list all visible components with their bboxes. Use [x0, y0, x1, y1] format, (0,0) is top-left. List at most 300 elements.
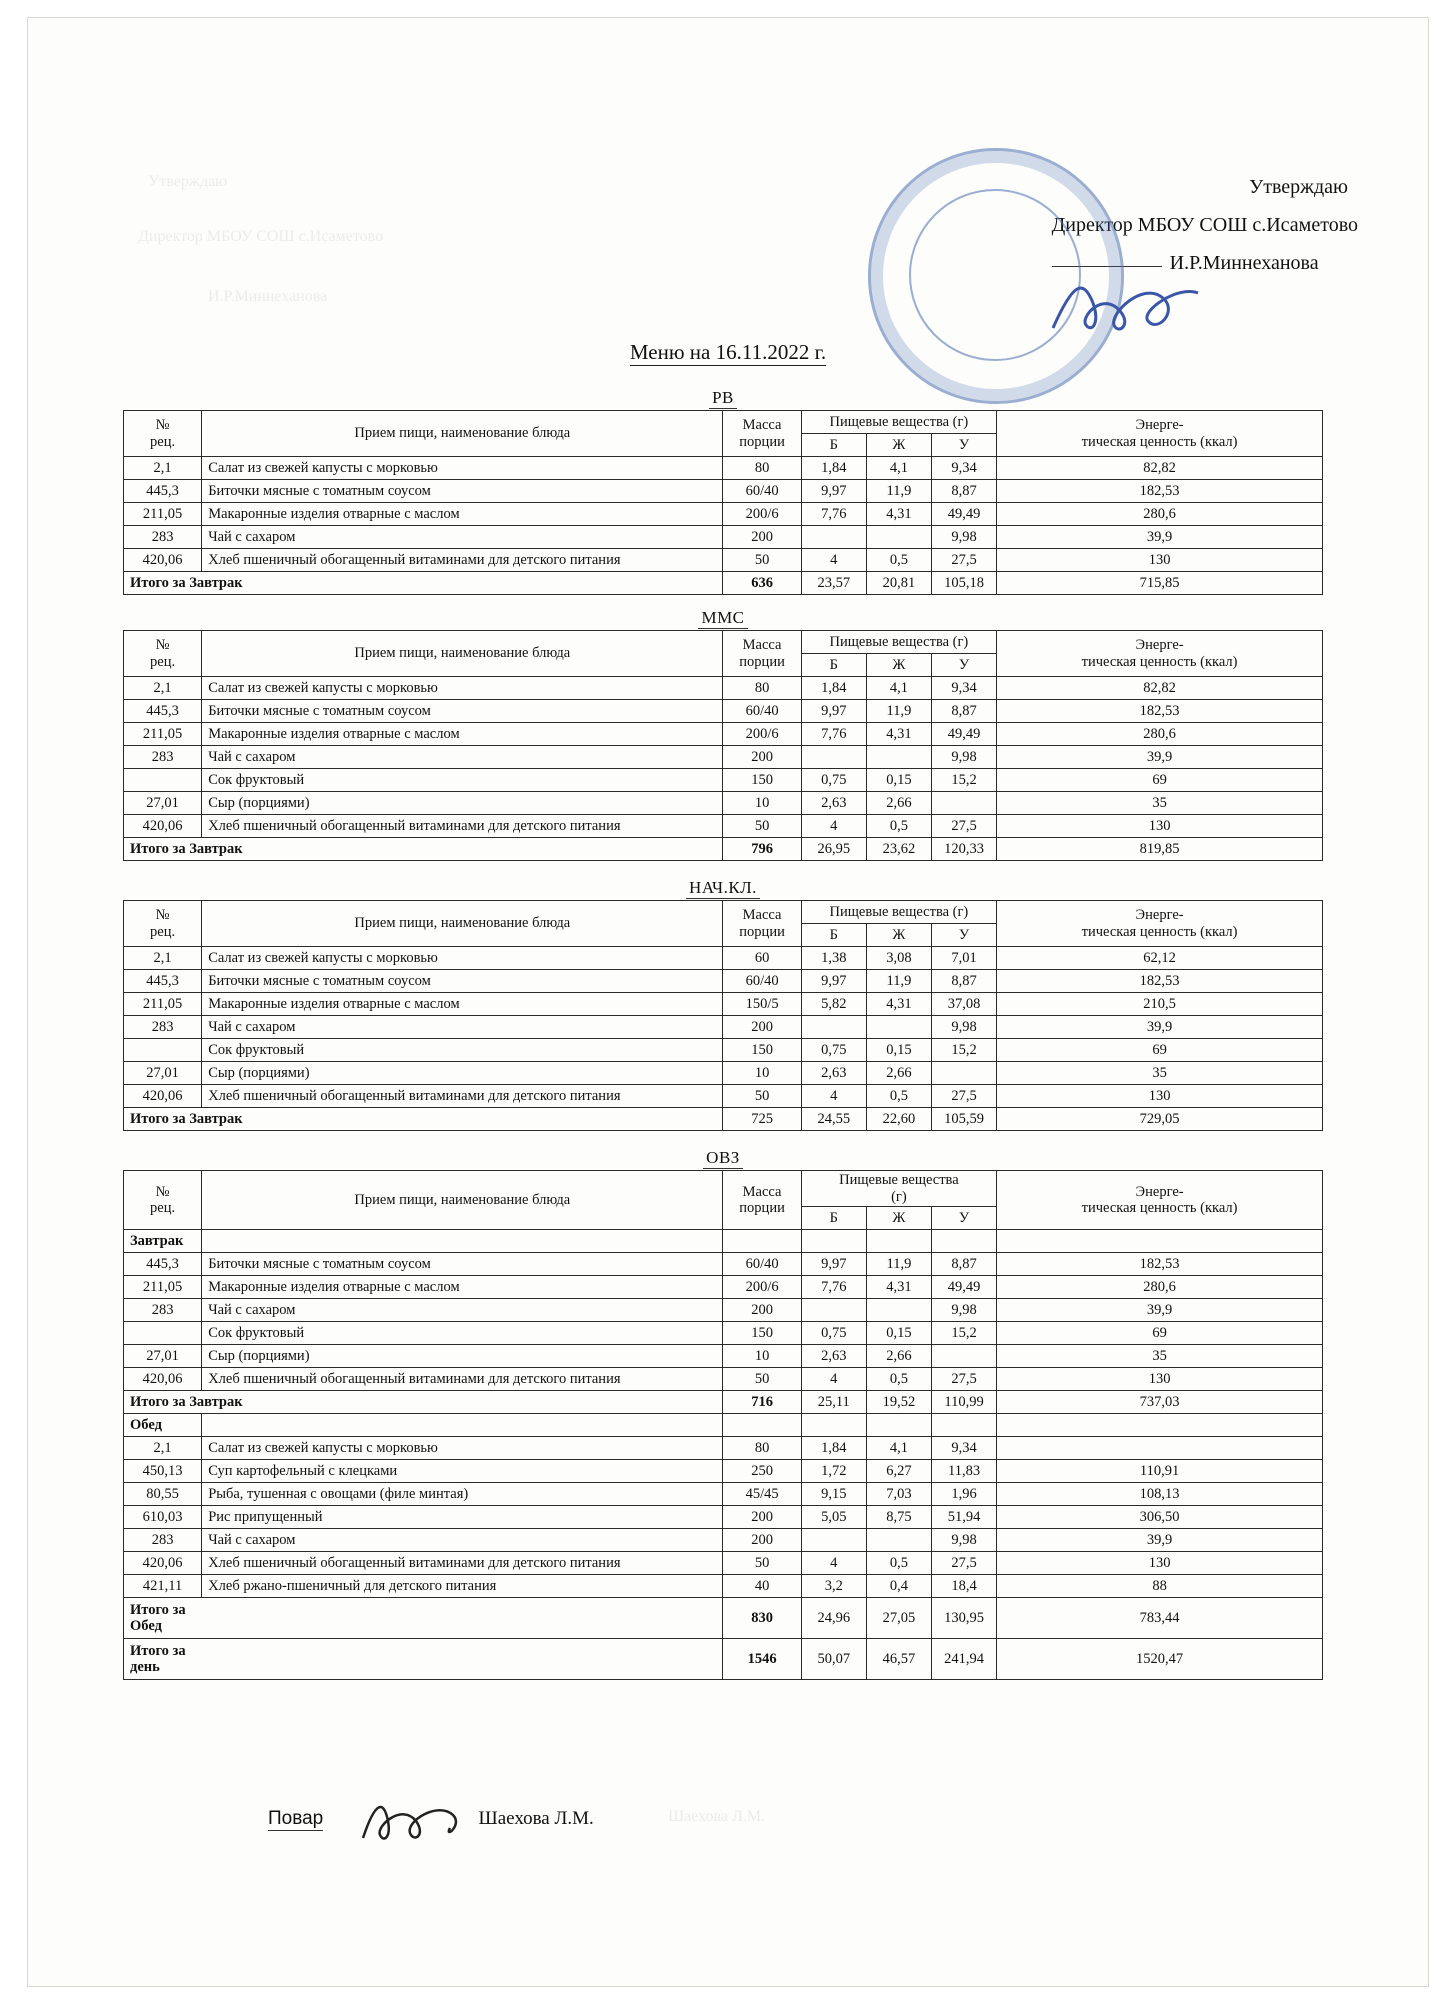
cell-zh: 6,27 — [866, 1460, 931, 1483]
cell-zh: 3,08 — [866, 947, 931, 970]
cell-b: 1,84 — [801, 457, 866, 480]
cell-name: Рыба, тушенная с овощами (филе минтая) — [202, 1483, 723, 1506]
cell-mass: 10 — [723, 1345, 801, 1368]
cell-mass: 200/6 — [723, 503, 801, 526]
cell-b — [801, 1016, 866, 1039]
cell-b: 2,63 — [801, 1062, 866, 1085]
th-u: У — [931, 434, 996, 457]
th-name: Прием пищи, наименование блюда — [202, 1171, 723, 1230]
cell-zh: 0,5 — [866, 1085, 931, 1108]
cell-rec — [124, 1322, 202, 1345]
cell-energy: 306,50 — [997, 1506, 1323, 1529]
cell-u: 8,87 — [931, 1253, 996, 1276]
cell-energy: 69 — [997, 769, 1323, 792]
cell-b: 3,2 — [801, 1575, 866, 1598]
cell-name: Рис припущенный — [202, 1506, 723, 1529]
cell-b: 0,75 — [801, 1322, 866, 1345]
table-row — [124, 480, 1323, 503]
table-row — [124, 1299, 1323, 1322]
scan-artifact: И.Р.Миннеханова — [208, 288, 328, 305]
table-row — [124, 1062, 1323, 1085]
scanned-sheet — [28, 18, 1428, 1986]
cook-handwritten-signature-icon — [358, 1793, 478, 1853]
th-energy: Энерге- тическая ценность (ккал) — [997, 901, 1323, 947]
table-total-row — [124, 838, 1323, 861]
table-row — [124, 746, 1323, 769]
cell-b: 1,38 — [801, 947, 866, 970]
cell-u: 27,5 — [931, 1552, 996, 1575]
table-day-total-row — [124, 1639, 1323, 1680]
cell-u: 105,59 — [931, 1108, 996, 1131]
cook-role-label: Повар — [268, 1808, 324, 1829]
cell-b: 23,57 — [801, 572, 866, 595]
cell-name: Макаронные изделия отварные с маслом — [202, 1276, 723, 1299]
cell-zh: 4,1 — [866, 457, 931, 480]
cell-mass: 796 — [723, 838, 801, 861]
cell-u: 7,01 — [931, 947, 996, 970]
cell-rec: 27,01 — [124, 792, 202, 815]
cell-energy: 39,9 — [997, 746, 1323, 769]
cell-name: Макаронные изделия отварные с маслом — [202, 993, 723, 1016]
th-name: Прием пищи, наименование блюда — [202, 631, 723, 677]
cell-name: Хлеб пшеничный обогащенный витаминами для детского питания — [202, 549, 723, 572]
cell-zh: 8,75 — [866, 1506, 931, 1529]
th-nutrients: Пищевые вещества (г) — [801, 901, 996, 924]
cell-rec — [124, 1039, 202, 1062]
cell-rec: 283 — [124, 526, 202, 549]
cell-zh: 4,31 — [866, 993, 931, 1016]
cell-mass: 200/6 — [723, 1276, 801, 1299]
cell-u: 8,87 — [931, 480, 996, 503]
cell-rec: 27,01 — [124, 1062, 202, 1085]
cell-energy — [997, 1437, 1323, 1460]
cell-mass: 150 — [723, 769, 801, 792]
cell-name: Хлеб пшеничный обогащенный витаминами для детского питания — [202, 1085, 723, 1108]
cell-u: 15,2 — [931, 1322, 996, 1345]
cell-name: Биточки мясные с томатным соусом — [202, 480, 723, 503]
cell-b: 24,55 — [801, 1108, 866, 1131]
table-header-row — [124, 631, 1323, 654]
cell-mass: 60 — [723, 947, 801, 970]
cell-u: 27,5 — [931, 1085, 996, 1108]
cell-blank — [723, 1230, 801, 1253]
cell-name: Чай с сахаром — [202, 1529, 723, 1552]
cell-blank — [866, 1230, 931, 1253]
table-row — [124, 549, 1323, 572]
table-row — [124, 1529, 1323, 1552]
cell-b: 26,95 — [801, 838, 866, 861]
cell-mass: 60/40 — [723, 970, 801, 993]
cell-rec: 420,06 — [124, 549, 202, 572]
cell-u: 1,96 — [931, 1483, 996, 1506]
table-ovz — [123, 1170, 1323, 1680]
cell-group-title: Завтрак — [124, 1230, 202, 1253]
cell-energy: 35 — [997, 1345, 1323, 1368]
cell-energy: 280,6 — [997, 503, 1323, 526]
cell-mass: 150/5 — [723, 993, 801, 1016]
cell-zh: 46,57 — [866, 1639, 931, 1680]
th-mass: Масса порции — [723, 631, 801, 677]
cell-zh: 2,66 — [866, 1062, 931, 1085]
cell-name: Салат из свежей капусты с морковью — [202, 457, 723, 480]
cell-name: Биточки мясные с томатным соусом — [202, 1253, 723, 1276]
section-label-rv: РВ — [123, 388, 1323, 408]
table-row — [124, 1276, 1323, 1299]
cell-b: 4 — [801, 1368, 866, 1391]
cell-zh: 4,31 — [866, 503, 931, 526]
th-energy: Энерге- тическая ценность (ккал) — [997, 1171, 1323, 1230]
cell-b: 7,76 — [801, 503, 866, 526]
th-mass: Масса порции — [723, 411, 801, 457]
cell-b: 5,05 — [801, 1506, 866, 1529]
cell-zh: 4,31 — [866, 1276, 931, 1299]
cell-name: Сок фруктовый — [202, 1322, 723, 1345]
cell-zh: 27,05 — [866, 1598, 931, 1639]
cell-name: Чай с сахаром — [202, 1299, 723, 1322]
cell-group-title: Обед — [124, 1414, 202, 1437]
cell-b: 2,63 — [801, 1345, 866, 1368]
cell-energy: 729,05 — [997, 1108, 1323, 1131]
cell-blank — [202, 1230, 723, 1253]
cell-energy: 737,03 — [997, 1391, 1323, 1414]
cell-mass: 40 — [723, 1575, 801, 1598]
meal-group-header — [124, 1230, 1323, 1253]
table-row — [124, 503, 1323, 526]
cell-energy: 108,13 — [997, 1483, 1323, 1506]
section-rv — [123, 388, 1323, 595]
cell-u — [931, 1062, 996, 1085]
cell-name: Сыр (порциями) — [202, 1345, 723, 1368]
table-total-row — [124, 1391, 1323, 1414]
table-row — [124, 1368, 1323, 1391]
cell-name: Чай с сахаром — [202, 1016, 723, 1039]
cell-energy: 715,85 — [997, 572, 1323, 595]
section-ovz — [123, 1148, 1323, 1680]
cell-rec: 610,03 — [124, 1506, 202, 1529]
cell-b: 9,15 — [801, 1483, 866, 1506]
cell-name: Макаронные изделия отварные с маслом — [202, 503, 723, 526]
cell-mass: 250 — [723, 1460, 801, 1483]
cell-rec: 283 — [124, 1299, 202, 1322]
cell-name: Салат из свежей капусты с морковью — [202, 1437, 723, 1460]
section-label-mms: ММС — [123, 608, 1323, 628]
approve-label: Утверждаю — [1249, 176, 1348, 198]
cell-b: 7,76 — [801, 723, 866, 746]
cell-b: 4 — [801, 1085, 866, 1108]
cell-u: 27,5 — [931, 1368, 996, 1391]
cell-total-label: Итого за Завтрак — [124, 572, 723, 595]
cell-mass: 200 — [723, 746, 801, 769]
cell-mass: 725 — [723, 1108, 801, 1131]
cell-total-label: Итого за Завтрак — [124, 838, 723, 861]
cell-name: Суп картофельный с клецками — [202, 1460, 723, 1483]
cell-name: Хлеб пшеничный обогащенный витаминами для детского питания — [202, 1368, 723, 1391]
cell-energy: 182,53 — [997, 1253, 1323, 1276]
cell-zh: 11,9 — [866, 480, 931, 503]
cell-rec: 2,1 — [124, 947, 202, 970]
cell-rec: 421,11 — [124, 1575, 202, 1598]
th-zh: Ж — [866, 924, 931, 947]
cell-zh: 4,1 — [866, 677, 931, 700]
cell-zh: 4,31 — [866, 723, 931, 746]
cell-rec: 283 — [124, 746, 202, 769]
th-rec: № рец. — [124, 411, 202, 457]
cell-mass: 60/40 — [723, 1253, 801, 1276]
table-row — [124, 1506, 1323, 1529]
cell-rec: 80,55 — [124, 1483, 202, 1506]
table-header-row — [124, 1171, 1323, 1207]
cell-name: Сок фруктовый — [202, 769, 723, 792]
table-row — [124, 947, 1323, 970]
cell-mass: 50 — [723, 1552, 801, 1575]
cell-name: Салат из свежей капусты с морковью — [202, 677, 723, 700]
cell-b: 1,84 — [801, 677, 866, 700]
cell-energy: 130 — [997, 1085, 1323, 1108]
meal-group-header — [124, 1414, 1323, 1437]
table-row — [124, 1483, 1323, 1506]
cell-energy: 110,91 — [997, 1460, 1323, 1483]
cell-blank — [997, 1414, 1323, 1437]
cell-blank — [997, 1230, 1323, 1253]
cell-u: 8,87 — [931, 970, 996, 993]
cell-u: 9,98 — [931, 1016, 996, 1039]
cell-name: Макаронные изделия отварные с маслом — [202, 723, 723, 746]
cell-name: Хлеб пшеничный обогащенный витаминами для детского питания — [202, 1552, 723, 1575]
th-rec: № рец. — [124, 1171, 202, 1230]
cell-b: 5,82 — [801, 993, 866, 1016]
cell-blank — [931, 1230, 996, 1253]
cell-u: 120,33 — [931, 838, 996, 861]
cell-b: 25,11 — [801, 1391, 866, 1414]
cell-energy: 130 — [997, 549, 1323, 572]
cell-u: 9,98 — [931, 1299, 996, 1322]
cell-energy: 280,6 — [997, 1276, 1323, 1299]
table-row — [124, 1437, 1323, 1460]
cell-zh: 2,66 — [866, 792, 931, 815]
cell-energy: 88 — [997, 1575, 1323, 1598]
cell-name: Биточки мясные с томатным соусом — [202, 700, 723, 723]
cell-energy: 82,82 — [997, 677, 1323, 700]
cell-energy: 69 — [997, 1322, 1323, 1345]
cell-zh: 11,9 — [866, 1253, 931, 1276]
cell-zh: 0,15 — [866, 1322, 931, 1345]
cell-b: 7,76 — [801, 1276, 866, 1299]
cell-u: 37,08 — [931, 993, 996, 1016]
cell-energy: 783,44 — [997, 1598, 1323, 1639]
cell-mass: 830 — [723, 1598, 801, 1639]
cell-rec: 211,05 — [124, 993, 202, 1016]
cell-energy: 130 — [997, 1368, 1323, 1391]
table-row — [124, 1016, 1323, 1039]
table-row — [124, 1345, 1323, 1368]
cell-blank — [801, 1230, 866, 1253]
scan-artifact: Шаехова Л.М. — [668, 1808, 766, 1825]
cell-rec: 211,05 — [124, 503, 202, 526]
cell-mass: 80 — [723, 677, 801, 700]
cell-b: 9,97 — [801, 970, 866, 993]
cell-energy: 182,53 — [997, 970, 1323, 993]
cell-rec: 445,3 — [124, 1253, 202, 1276]
cell-zh: 7,03 — [866, 1483, 931, 1506]
cell-rec: 420,06 — [124, 1085, 202, 1108]
cell-zh: 0,5 — [866, 1368, 931, 1391]
th-nutrients: Пищевые вещества (г) — [801, 631, 996, 654]
cell-mass: 10 — [723, 792, 801, 815]
cook-name: Шаехова Л.М. — [478, 1808, 594, 1829]
table-row — [124, 526, 1323, 549]
th-zh: Ж — [866, 654, 931, 677]
cell-u: 11,83 — [931, 1460, 996, 1483]
cell-name: Сок фруктовый — [202, 1039, 723, 1062]
cell-u: 49,49 — [931, 503, 996, 526]
section-label-ovz: ОВЗ — [123, 1148, 1323, 1168]
director-line: Директор МБОУ СОШ с.Исаметово — [1051, 214, 1358, 236]
scan-artifact: Утверждаю — [148, 173, 228, 190]
cell-rec: 2,1 — [124, 457, 202, 480]
table-total-row — [124, 1598, 1323, 1639]
th-b: Б — [801, 1207, 866, 1230]
cell-u — [931, 792, 996, 815]
cell-u: 18,4 — [931, 1575, 996, 1598]
cell-energy: 1520,47 — [997, 1639, 1323, 1680]
cell-zh: 0,4 — [866, 1575, 931, 1598]
th-name: Прием пищи, наименование блюда — [202, 411, 723, 457]
cell-energy: 82,82 — [997, 457, 1323, 480]
th-nutrients: Пищевые вещества (г) — [801, 1171, 996, 1207]
cell-b: 1,72 — [801, 1460, 866, 1483]
cell-b: 9,97 — [801, 1253, 866, 1276]
table-header-row — [124, 901, 1323, 924]
th-rec: № рец. — [124, 901, 202, 947]
cell-name: Хлеб пшеничный обогащенный витаминами для детского питания — [202, 815, 723, 838]
cell-u: 15,2 — [931, 1039, 996, 1062]
cell-rec: 27,01 — [124, 1345, 202, 1368]
cell-b — [801, 1299, 866, 1322]
cell-u: 51,94 — [931, 1506, 996, 1529]
cell-zh: 19,52 — [866, 1391, 931, 1414]
cell-mass: 200 — [723, 1529, 801, 1552]
cell-rec: 445,3 — [124, 970, 202, 993]
cell-zh: 0,5 — [866, 1552, 931, 1575]
cell-u: 105,18 — [931, 572, 996, 595]
th-u: У — [931, 1207, 996, 1230]
cell-u: 110,99 — [931, 1391, 996, 1414]
cell-mass: 50 — [723, 549, 801, 572]
cell-b: 2,63 — [801, 792, 866, 815]
cell-mass: 200 — [723, 1506, 801, 1529]
table-row — [124, 1322, 1323, 1345]
cell-u: 9,34 — [931, 457, 996, 480]
cell-energy: 35 — [997, 792, 1323, 815]
cell-mass: 200 — [723, 1299, 801, 1322]
cell-rec — [124, 769, 202, 792]
th-zh: Ж — [866, 434, 931, 457]
cell-b: 24,96 — [801, 1598, 866, 1639]
table-row — [124, 1575, 1323, 1598]
cell-rec: 283 — [124, 1016, 202, 1039]
table-row — [124, 700, 1323, 723]
cell-energy: 39,9 — [997, 526, 1323, 549]
table-row — [124, 993, 1323, 1016]
cell-name: Хлеб ржано-пшеничный для детского питания — [202, 1575, 723, 1598]
cell-zh: 0,5 — [866, 549, 931, 572]
cell-energy: 819,85 — [997, 838, 1323, 861]
table-row — [124, 1460, 1323, 1483]
cell-blank — [866, 1414, 931, 1437]
table-mms — [123, 630, 1323, 861]
th-energy: Энерге- тическая ценность (ккал) — [997, 631, 1323, 677]
cell-blank — [931, 1414, 996, 1437]
cell-rec: 445,3 — [124, 480, 202, 503]
cell-zh: 0,5 — [866, 815, 931, 838]
cell-u: 27,5 — [931, 549, 996, 572]
cell-mass: 1546 — [723, 1639, 801, 1680]
cell-u — [931, 1345, 996, 1368]
cell-zh: 22,60 — [866, 1108, 931, 1131]
th-b: Б — [801, 654, 866, 677]
cell-mass: 150 — [723, 1039, 801, 1062]
table-row — [124, 769, 1323, 792]
th-mass: Масса порции — [723, 901, 801, 947]
section-label-nachkl: НАЧ.КЛ. — [123, 878, 1323, 898]
cell-b: 1,84 — [801, 1437, 866, 1460]
cell-zh — [866, 1299, 931, 1322]
th-u: У — [931, 654, 996, 677]
cell-zh: 23,62 — [866, 838, 931, 861]
th-nutrients: Пищевые вещества (г) — [801, 411, 996, 434]
table-row — [124, 1552, 1323, 1575]
cell-mass: 636 — [723, 572, 801, 595]
cell-zh: 11,9 — [866, 970, 931, 993]
menu-title-text: Меню на — [629, 340, 716, 364]
cell-mass: 60/40 — [723, 700, 801, 723]
cell-rec: 2,1 — [124, 677, 202, 700]
cell-energy: 210,5 — [997, 993, 1323, 1016]
cell-b: 50,07 — [801, 1639, 866, 1680]
cell-blank — [723, 1414, 801, 1437]
cell-u: 130,95 — [931, 1598, 996, 1639]
cell-energy: 182,53 — [997, 480, 1323, 503]
cell-energy: 182,53 — [997, 700, 1323, 723]
cell-b: 4 — [801, 549, 866, 572]
cell-mass: 200/6 — [723, 723, 801, 746]
cell-energy: 39,9 — [997, 1016, 1323, 1039]
cell-zh: 20,81 — [866, 572, 931, 595]
cell-blank — [202, 1414, 723, 1437]
cell-mass: 50 — [723, 1085, 801, 1108]
cell-u: 9,98 — [931, 746, 996, 769]
cell-blank — [801, 1414, 866, 1437]
cell-b — [801, 526, 866, 549]
cell-mass: 80 — [723, 457, 801, 480]
table-row — [124, 1085, 1323, 1108]
table-row — [124, 677, 1323, 700]
table-row — [124, 970, 1323, 993]
cell-energy: 130 — [997, 815, 1323, 838]
cell-name: Сыр (порциями) — [202, 792, 723, 815]
cell-total-label: Итого за Завтрак — [124, 1108, 723, 1131]
cell-zh: 4,1 — [866, 1437, 931, 1460]
director-name: И.Р.Миннеханова — [1169, 252, 1319, 274]
cell-name: Биточки мясные с томатным соусом — [202, 970, 723, 993]
cell-energy: 130 — [997, 1552, 1323, 1575]
th-zh: Ж — [866, 1207, 931, 1230]
cell-name: Чай с сахаром — [202, 526, 723, 549]
cell-energy: 35 — [997, 1062, 1323, 1085]
cell-total-label: Итого за день — [124, 1639, 723, 1680]
cell-total-label: Итого за Обед — [124, 1598, 723, 1639]
cell-b — [801, 746, 866, 769]
